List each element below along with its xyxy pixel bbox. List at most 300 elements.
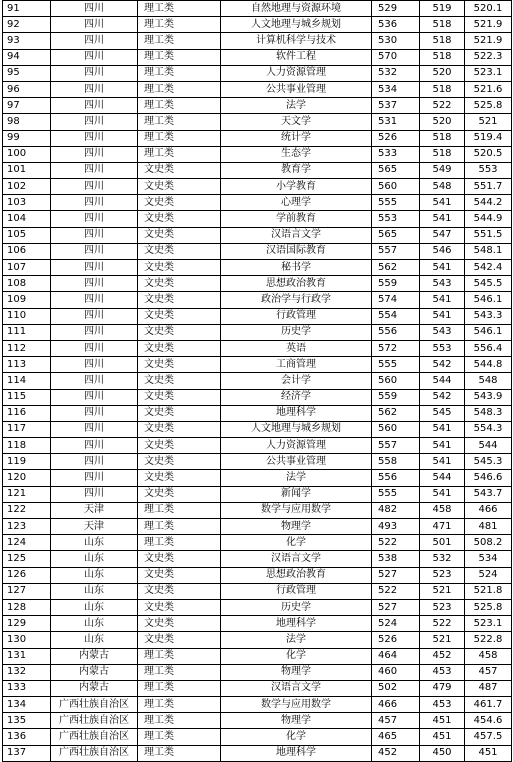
max-score-cell: 557 [372, 243, 420, 259]
min-score-cell: 541 [420, 308, 465, 324]
min-score-cell: 547 [420, 227, 465, 243]
min-score-cell: 523 [420, 567, 465, 583]
province-cell: 四川 [51, 98, 138, 114]
major-cell: 软件工程 [221, 49, 372, 65]
max-score-cell: 527 [372, 599, 420, 615]
max-score-cell: 493 [372, 519, 420, 535]
table-row [3, 33, 512, 49]
avg-score-cell: 546.6 [465, 470, 512, 486]
max-score-cell: 524 [372, 616, 420, 632]
table-row [3, 502, 512, 518]
avg-score-cell: 520.1 [465, 1, 512, 17]
min-score-cell: 451 [420, 713, 465, 729]
min-score-cell: 548 [420, 179, 465, 195]
major-cell: 自然地理与资源环境 [221, 1, 372, 17]
max-score-cell: 560 [372, 373, 420, 389]
table-row [3, 713, 512, 729]
province-cell: 四川 [51, 470, 138, 486]
category-cell: 理工类 [138, 130, 221, 146]
province-cell: 内蒙古 [51, 648, 138, 664]
avg-score-cell: 508.2 [465, 535, 512, 551]
min-score-cell: 523 [420, 599, 465, 615]
major-cell: 物理学 [221, 664, 372, 680]
table-row [3, 535, 512, 551]
major-cell: 秘书学 [221, 260, 372, 276]
max-score-cell: 536 [372, 17, 420, 33]
table-row [3, 243, 512, 259]
min-score-cell: 479 [420, 680, 465, 696]
max-score-cell: 533 [372, 146, 420, 162]
province-cell: 四川 [51, 438, 138, 454]
major-cell: 人力资源管理 [221, 438, 372, 454]
avg-score-cell: 548.1 [465, 243, 512, 259]
min-score-cell: 522 [420, 98, 465, 114]
category-cell: 文史类 [138, 211, 221, 227]
max-score-cell: 556 [372, 324, 420, 340]
min-score-cell: 518 [420, 33, 465, 49]
major-cell: 统计学 [221, 130, 372, 146]
max-score-cell: 537 [372, 98, 420, 114]
row-number: 106 [3, 243, 51, 259]
max-score-cell: 466 [372, 697, 420, 713]
max-score-cell: 526 [372, 632, 420, 648]
category-cell: 理工类 [138, 680, 221, 696]
min-score-cell: 541 [420, 292, 465, 308]
max-score-cell: 465 [372, 729, 420, 745]
avg-score-cell: 521.9 [465, 33, 512, 49]
min-score-cell: 546 [420, 243, 465, 259]
province-cell: 四川 [51, 486, 138, 502]
category-cell: 文史类 [138, 324, 221, 340]
province-cell: 四川 [51, 405, 138, 421]
min-score-cell: 542 [420, 389, 465, 405]
min-score-cell: 520 [420, 114, 465, 130]
table-row [3, 340, 512, 356]
row-number: 119 [3, 454, 51, 470]
category-cell: 文史类 [138, 632, 221, 648]
province-cell: 四川 [51, 276, 138, 292]
min-score-cell: 549 [420, 162, 465, 178]
major-cell: 思想政治教育 [221, 567, 372, 583]
admission-score-table-container [2, 0, 511, 762]
table-row [3, 162, 512, 178]
min-score-cell: 458 [420, 502, 465, 518]
max-score-cell: 565 [372, 162, 420, 178]
major-cell: 汉语言文学 [221, 551, 372, 567]
max-score-cell: 570 [372, 49, 420, 65]
province-cell: 四川 [51, 130, 138, 146]
table-row [3, 551, 512, 567]
row-number: 96 [3, 81, 51, 97]
max-score-cell: 553 [372, 211, 420, 227]
row-number: 135 [3, 713, 51, 729]
province-cell: 四川 [51, 33, 138, 49]
category-cell: 文史类 [138, 340, 221, 356]
category-cell: 理工类 [138, 146, 221, 162]
max-score-cell: 562 [372, 260, 420, 276]
row-number: 95 [3, 65, 51, 81]
row-number: 125 [3, 551, 51, 567]
max-score-cell: 452 [372, 745, 420, 761]
category-cell: 文史类 [138, 583, 221, 599]
major-cell: 数学与应用数学 [221, 697, 372, 713]
row-number: 137 [3, 745, 51, 761]
table-row [3, 324, 512, 340]
avg-score-cell: 544.9 [465, 211, 512, 227]
province-cell: 四川 [51, 49, 138, 65]
major-cell: 人力资源管理 [221, 65, 372, 81]
major-cell: 工商管理 [221, 357, 372, 373]
avg-score-cell: 522.8 [465, 632, 512, 648]
province-cell: 四川 [51, 260, 138, 276]
province-cell: 四川 [51, 162, 138, 178]
category-cell: 理工类 [138, 33, 221, 49]
max-score-cell: 559 [372, 276, 420, 292]
max-score-cell: 557 [372, 438, 420, 454]
province-cell: 四川 [51, 324, 138, 340]
category-cell: 理工类 [138, 664, 221, 680]
row-number: 107 [3, 260, 51, 276]
table-row [3, 389, 512, 405]
table-row [3, 227, 512, 243]
category-cell: 理工类 [138, 49, 221, 65]
max-score-cell: 559 [372, 389, 420, 405]
avg-score-cell: 548 [465, 373, 512, 389]
row-number: 111 [3, 324, 51, 340]
category-cell: 文史类 [138, 308, 221, 324]
min-score-cell: 541 [420, 421, 465, 437]
province-cell: 天津 [51, 502, 138, 518]
province-cell: 山东 [51, 583, 138, 599]
major-cell: 教育学 [221, 162, 372, 178]
row-number: 98 [3, 114, 51, 130]
category-cell: 理工类 [138, 745, 221, 761]
table-row [3, 98, 512, 114]
category-cell: 文史类 [138, 373, 221, 389]
category-cell: 文史类 [138, 243, 221, 259]
min-score-cell: 453 [420, 664, 465, 680]
province-cell: 四川 [51, 17, 138, 33]
major-cell: 小学教育 [221, 179, 372, 195]
max-score-cell: 464 [372, 648, 420, 664]
province-cell: 四川 [51, 292, 138, 308]
province-cell: 广西壮族自治区 [51, 729, 138, 745]
table-row [3, 680, 512, 696]
max-score-cell: 529 [372, 1, 420, 17]
max-score-cell: 526 [372, 130, 420, 146]
province-cell: 天津 [51, 519, 138, 535]
row-number: 110 [3, 308, 51, 324]
category-cell: 文史类 [138, 195, 221, 211]
row-number: 134 [3, 697, 51, 713]
table-row [3, 114, 512, 130]
major-cell: 历史学 [221, 599, 372, 615]
table-row [3, 292, 512, 308]
major-cell: 历史学 [221, 324, 372, 340]
province-cell: 山东 [51, 632, 138, 648]
province-cell: 四川 [51, 227, 138, 243]
avg-score-cell: 458 [465, 648, 512, 664]
max-score-cell: 560 [372, 421, 420, 437]
major-cell: 计算机科学与技术 [221, 33, 372, 49]
max-score-cell: 558 [372, 454, 420, 470]
max-score-cell: 502 [372, 680, 420, 696]
province-cell: 四川 [51, 195, 138, 211]
category-cell: 文史类 [138, 438, 221, 454]
avg-score-cell: 451 [465, 745, 512, 761]
min-score-cell: 518 [420, 146, 465, 162]
major-cell: 公共事业管理 [221, 454, 372, 470]
max-score-cell: 555 [372, 195, 420, 211]
table-row [3, 357, 512, 373]
category-cell: 理工类 [138, 535, 221, 551]
table-row [3, 729, 512, 745]
row-number: 130 [3, 632, 51, 648]
avg-score-cell: 534 [465, 551, 512, 567]
category-cell: 文史类 [138, 389, 221, 405]
table-row [3, 260, 512, 276]
avg-score-cell: 545.3 [465, 454, 512, 470]
table-row [3, 599, 512, 615]
province-cell: 山东 [51, 616, 138, 632]
row-number: 99 [3, 130, 51, 146]
province-cell: 四川 [51, 65, 138, 81]
min-score-cell: 544 [420, 373, 465, 389]
table-row [3, 81, 512, 97]
major-cell: 学前教育 [221, 211, 372, 227]
min-score-cell: 532 [420, 551, 465, 567]
min-score-cell: 545 [420, 405, 465, 421]
avg-score-cell: 524 [465, 567, 512, 583]
row-number: 117 [3, 421, 51, 437]
category-cell: 理工类 [138, 17, 221, 33]
max-score-cell: 531 [372, 114, 420, 130]
min-score-cell: 521 [420, 583, 465, 599]
avg-score-cell: 525.8 [465, 599, 512, 615]
category-cell: 理工类 [138, 1, 221, 17]
category-cell: 文史类 [138, 276, 221, 292]
major-cell: 汉语言文学 [221, 680, 372, 696]
avg-score-cell: 481 [465, 519, 512, 535]
avg-score-cell: 543.9 [465, 389, 512, 405]
min-score-cell: 471 [420, 519, 465, 535]
min-score-cell: 542 [420, 357, 465, 373]
max-score-cell: 574 [372, 292, 420, 308]
category-cell: 文史类 [138, 616, 221, 632]
category-cell: 理工类 [138, 114, 221, 130]
row-number: 127 [3, 583, 51, 599]
avg-score-cell: 466 [465, 502, 512, 518]
avg-score-cell: 519.4 [465, 130, 512, 146]
province-cell: 四川 [51, 81, 138, 97]
major-cell: 地理科学 [221, 405, 372, 421]
table-row [3, 438, 512, 454]
row-number: 115 [3, 389, 51, 405]
province-cell: 山东 [51, 535, 138, 551]
row-number: 113 [3, 357, 51, 373]
table-row [3, 179, 512, 195]
row-number: 101 [3, 162, 51, 178]
row-number: 94 [3, 49, 51, 65]
row-number: 100 [3, 146, 51, 162]
min-score-cell: 541 [420, 195, 465, 211]
province-cell: 四川 [51, 373, 138, 389]
avg-score-cell: 523.1 [465, 65, 512, 81]
min-score-cell: 452 [420, 648, 465, 664]
table-row [3, 130, 512, 146]
major-cell: 天文学 [221, 114, 372, 130]
table-row [3, 17, 512, 33]
max-score-cell: 554 [372, 308, 420, 324]
category-cell: 文史类 [138, 599, 221, 615]
major-cell: 公共事业管理 [221, 81, 372, 97]
avg-score-cell: 521.6 [465, 81, 512, 97]
major-cell: 行政管理 [221, 308, 372, 324]
avg-score-cell: 544 [465, 438, 512, 454]
major-cell: 心理学 [221, 195, 372, 211]
avg-score-cell: 520.5 [465, 146, 512, 162]
major-cell: 经济学 [221, 389, 372, 405]
min-score-cell: 541 [420, 454, 465, 470]
row-number: 105 [3, 227, 51, 243]
avg-score-cell: 553 [465, 162, 512, 178]
avg-score-cell: 457 [465, 664, 512, 680]
row-number: 109 [3, 292, 51, 308]
max-score-cell: 532 [372, 65, 420, 81]
province-cell: 山东 [51, 599, 138, 615]
table-row [3, 567, 512, 583]
category-cell: 理工类 [138, 81, 221, 97]
table-body [3, 1, 512, 762]
row-number: 92 [3, 17, 51, 33]
table-row [3, 276, 512, 292]
category-cell: 理工类 [138, 648, 221, 664]
min-score-cell: 543 [420, 276, 465, 292]
category-cell: 文史类 [138, 470, 221, 486]
avg-score-cell: 521.9 [465, 17, 512, 33]
province-cell: 四川 [51, 389, 138, 405]
major-cell: 人文地理与城乡规划 [221, 421, 372, 437]
table-row [3, 648, 512, 664]
province-cell: 广西壮族自治区 [51, 713, 138, 729]
province-cell: 山东 [51, 567, 138, 583]
max-score-cell: 457 [372, 713, 420, 729]
avg-score-cell: 521 [465, 114, 512, 130]
min-score-cell: 518 [420, 130, 465, 146]
table-row [3, 697, 512, 713]
table-row [3, 632, 512, 648]
min-score-cell: 553 [420, 340, 465, 356]
major-cell: 汉语国际教育 [221, 243, 372, 259]
major-cell: 生态学 [221, 146, 372, 162]
row-number: 120 [3, 470, 51, 486]
max-score-cell: 565 [372, 227, 420, 243]
min-score-cell: 541 [420, 260, 465, 276]
max-score-cell: 527 [372, 567, 420, 583]
major-cell: 法学 [221, 98, 372, 114]
province-cell: 山东 [51, 551, 138, 567]
row-number: 116 [3, 405, 51, 421]
category-cell: 理工类 [138, 697, 221, 713]
row-number: 108 [3, 276, 51, 292]
avg-score-cell: 551.7 [465, 179, 512, 195]
min-score-cell: 518 [420, 17, 465, 33]
table-row [3, 65, 512, 81]
avg-score-cell: 522.3 [465, 49, 512, 65]
row-number: 114 [3, 373, 51, 389]
min-score-cell: 521 [420, 632, 465, 648]
max-score-cell: 522 [372, 535, 420, 551]
avg-score-cell: 543.7 [465, 486, 512, 502]
table-row [3, 519, 512, 535]
major-cell: 地理科学 [221, 745, 372, 761]
table-row [3, 308, 512, 324]
category-cell: 文史类 [138, 292, 221, 308]
min-score-cell: 518 [420, 81, 465, 97]
min-score-cell: 451 [420, 729, 465, 745]
major-cell: 化学 [221, 535, 372, 551]
table-row [3, 664, 512, 680]
min-score-cell: 541 [420, 211, 465, 227]
category-cell: 理工类 [138, 98, 221, 114]
major-cell: 政治学与行政学 [221, 292, 372, 308]
row-number: 93 [3, 33, 51, 49]
avg-score-cell: 525.8 [465, 98, 512, 114]
min-score-cell: 544 [420, 470, 465, 486]
row-number: 131 [3, 648, 51, 664]
min-score-cell: 522 [420, 616, 465, 632]
province-cell: 四川 [51, 211, 138, 227]
table-row [3, 745, 512, 761]
category-cell: 文史类 [138, 357, 221, 373]
province-cell: 内蒙古 [51, 680, 138, 696]
max-score-cell: 534 [372, 81, 420, 97]
table-row [3, 421, 512, 437]
max-score-cell: 555 [372, 486, 420, 502]
avg-score-cell: 542.4 [465, 260, 512, 276]
max-score-cell: 572 [372, 340, 420, 356]
major-cell: 人文地理与城乡规划 [221, 17, 372, 33]
province-cell: 四川 [51, 114, 138, 130]
avg-score-cell: 551.5 [465, 227, 512, 243]
table-row [3, 146, 512, 162]
avg-score-cell: 544.8 [465, 357, 512, 373]
max-score-cell: 530 [372, 33, 420, 49]
major-cell: 化学 [221, 648, 372, 664]
row-number: 121 [3, 486, 51, 502]
min-score-cell: 519 [420, 1, 465, 17]
province-cell: 广西壮族自治区 [51, 745, 138, 761]
major-cell: 物理学 [221, 519, 372, 535]
min-score-cell: 543 [420, 324, 465, 340]
row-number: 112 [3, 340, 51, 356]
category-cell: 文史类 [138, 260, 221, 276]
row-number: 91 [3, 1, 51, 17]
avg-score-cell: 461.7 [465, 697, 512, 713]
row-number: 133 [3, 680, 51, 696]
category-cell: 理工类 [138, 519, 221, 535]
major-cell: 新闻学 [221, 486, 372, 502]
row-number: 118 [3, 438, 51, 454]
category-cell: 文史类 [138, 405, 221, 421]
province-cell: 四川 [51, 308, 138, 324]
min-score-cell: 453 [420, 697, 465, 713]
major-cell: 英语 [221, 340, 372, 356]
avg-score-cell: 546.1 [465, 292, 512, 308]
province-cell: 四川 [51, 340, 138, 356]
row-number: 126 [3, 567, 51, 583]
table-row [3, 211, 512, 227]
